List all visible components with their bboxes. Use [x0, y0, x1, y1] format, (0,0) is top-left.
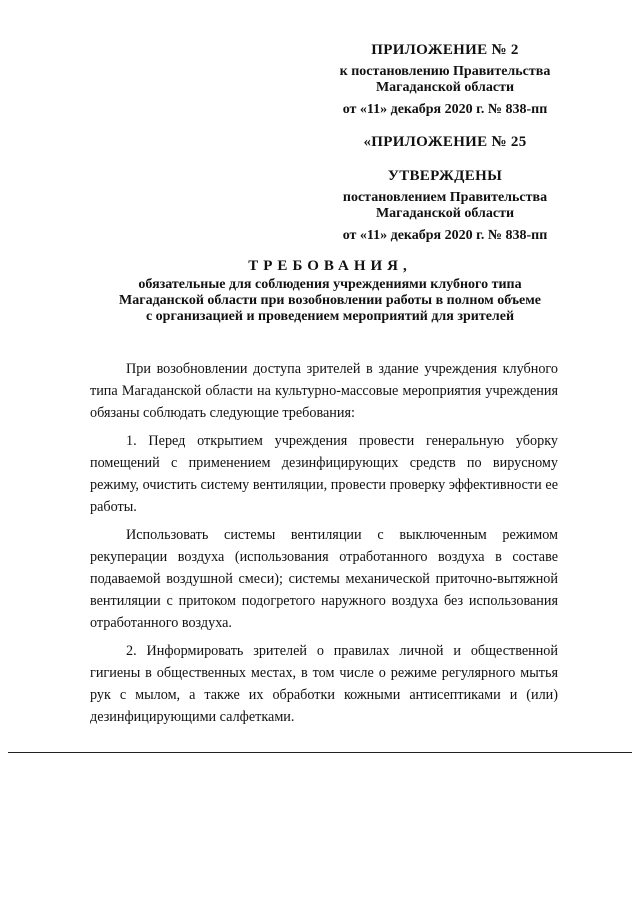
appendix-25-line3: от «11» декабря 2020 г. № 838-пп [342, 228, 548, 243]
paragraph-ventilation: Использовать системы вентиляции с выключенным режимом рекуперации воздуха (использования отработанного воздуха в составе подаваемой воздушной смеси); системы механической приточно-вытяжной вентиляции с притоком подогретого наружного воздуха без использования отработанного воздуха. [90, 527, 558, 631]
body-text [90, 358, 558, 734]
page-divider [8, 752, 632, 753]
appendix-25-line1: постановлением Правительства [342, 190, 548, 205]
requirements-subtitle-line1: обязательные для соблюдения учреждениями клубного типа [138, 277, 522, 292]
appendix-2-header [280, 42, 610, 118]
paragraph-item-1: 1. Перед открытием учреждения провести генеральную уборку помещений с применением дезинфицирующих средств по вирусному режиму, очистить систему вентиляции, провести проверку эффективности ее работы. [90, 433, 558, 515]
appendix-2-line3: от «11» декабря 2020 г. № 838-пп [342, 102, 548, 117]
approved-label: УТВЕРЖДЕНЫ [387, 168, 503, 184]
requirements-subtitle-line3: с организацией и проведением мероприятий для зрителей [145, 309, 515, 324]
appendix-25-header [280, 134, 610, 244]
requirements-heading [80, 258, 580, 325]
appendix-25-title: «ПРИЛОЖЕНИЕ № 25 [363, 134, 527, 150]
requirements-title: ТРЕБОВАНИЯ, [248, 258, 412, 274]
requirements-subtitle-line2: Магаданской области при возобновлении работы в полном объеме [119, 293, 541, 308]
appendix-25-line2: Магаданской области [375, 206, 515, 221]
appendix-2-title: ПРИЛОЖЕНИЕ № 2 [371, 42, 519, 58]
appendix-2-line2: Магаданской области [375, 80, 515, 95]
appendix-2-line1: к постановлению Правительства [339, 64, 551, 79]
paragraph-intro: При возобновлении доступа зрителей в здание учреждения клубного типа Магаданской области на культурно-массовые мероприятия учреждения обязаны соблюдать следующие требования: [90, 361, 558, 421]
paragraph-item-2: 2. Информировать зрителей о правилах личной и общественной гигиены в общественных местах, в том числе о режиме регулярного мытья рук с мылом, а также их обработки кожными антисептиками и (или) дезинфицирующими салфетками. [90, 643, 558, 725]
